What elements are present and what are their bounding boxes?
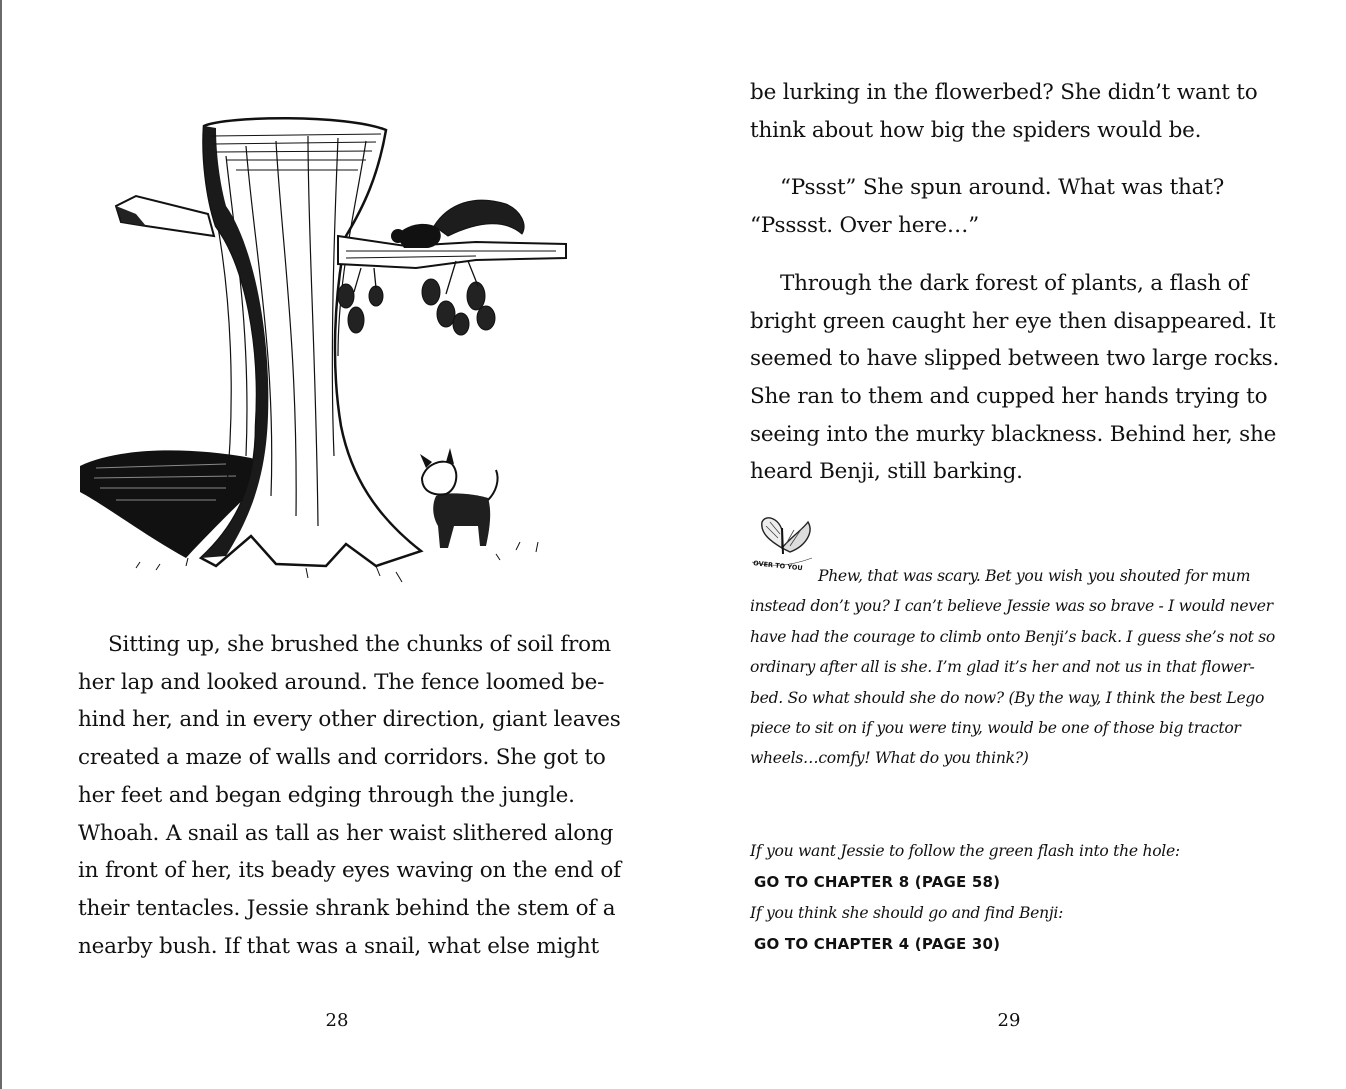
text-line: “Pssst” She spun around. What was that? [780, 175, 1225, 201]
goto-chapter-4-link[interactable]: GO TO CHAPTER 4 (PAGE 30) [754, 935, 1001, 953]
text-line: She ran to them and cupped her hands trying to [750, 383, 1268, 409]
left-page-paragraph [78, 626, 621, 965]
right-page [672, 0, 1346, 1089]
text-line: seemed to have slipped between two large rocks. [750, 346, 1280, 372]
text-line: “Psssst. Over here…” [750, 213, 979, 239]
text-line: heard Benji, still barking. [750, 459, 1023, 485]
story-choices [750, 836, 1270, 960]
text-line: Sitting up, she brushed the chunks of soil from [108, 632, 611, 657]
text-line: nearby bush. If that was a snail, what else might [78, 933, 599, 959]
text-line: ordinary after all is she. I’m glad it’s her and not us in that flower- [750, 658, 1255, 677]
text-line: think about how big the spiders would be. [750, 117, 1202, 143]
text-line: piece to sit on if you were tiny, would be one of those big tractor [750, 719, 1241, 738]
text-line: wheels…comfy! What do you think?) [750, 749, 1029, 768]
badge-label: OVER TO YOU [752, 559, 803, 573]
goto-chapter-8-link[interactable]: GO TO CHAPTER 8 (PAGE 58) [754, 873, 1001, 891]
text-line: Whoah. A snail as tall as her waist slithered along [78, 820, 614, 846]
text-line: in front of her, its beady eyes waving on the end of [78, 858, 621, 884]
text-line: have had the courage to climb onto Benji’s back. I guess she’s not so [750, 627, 1275, 646]
text-line: her lap and looked around. The fence loomed be- [78, 669, 605, 695]
page-number: 28 [325, 1010, 349, 1031]
choice-prompt: If you think she should go and find Benji: [750, 904, 1064, 922]
text-line: Through the dark forest of plants, a flash of [780, 270, 1249, 296]
text-line: bright green caught her eye then disappeared. It [750, 308, 1276, 334]
text-line: their tentacles. Jessie shrank behind the stem of a [78, 895, 616, 921]
left-page [2, 0, 672, 1089]
text-line: created a maze of walls and corridors. She got to [78, 745, 606, 771]
right-page-text [750, 74, 1280, 491]
page-number: 29 [997, 1010, 1021, 1031]
text-line: instead don’t you? I can’t believe Jessie was so brave - I would never [750, 597, 1273, 616]
choice-prompt: If you want Jessie to follow the green flash into the hole: [750, 842, 1180, 860]
text-line: bed. So what should she do now? (By the way, I think the best Lego [750, 688, 1265, 707]
text-line: be lurking in the flowerbed? She didn’t want to [750, 80, 1258, 105]
text-line: hind her, and in every other direction, giant leaves [78, 707, 621, 733]
text-line: Phew, that was scary. Bet you wish you shouted for mum [818, 567, 1251, 585]
text-line: her feet and began edging through the jungle. [78, 782, 575, 808]
text-line: seeing into the murky blackness. Behind her, she [750, 421, 1277, 447]
over-to-you-text [750, 561, 1275, 774]
tree-squirrel-dog-illustration [76, 96, 576, 596]
